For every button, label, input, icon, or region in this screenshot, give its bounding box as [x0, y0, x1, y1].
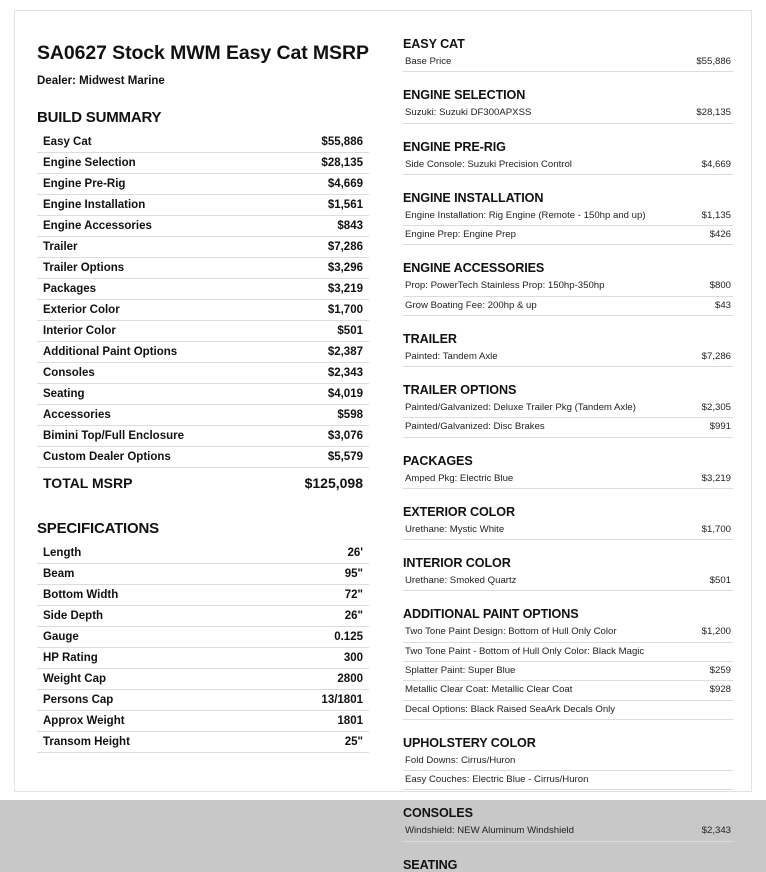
option-section-heading: UPHOLSTERY COLOR [403, 735, 536, 750]
option-price: $7,286 [701, 350, 731, 362]
table-row [37, 648, 369, 669]
option-section-table [403, 822, 733, 841]
option-price: $1,200 [701, 626, 731, 638]
spec-row-value: 13/1801 [321, 694, 363, 707]
option-price: $2,343 [701, 825, 731, 837]
table-row [37, 405, 369, 426]
option-section-heading: CONSOLES [403, 806, 473, 821]
table-row [37, 258, 369, 279]
table-row [37, 153, 369, 174]
build-row-label: Engine Installation [43, 199, 146, 212]
build-row-label: Engine Selection [43, 157, 136, 170]
spec-row-value: 300 [343, 652, 363, 665]
option-label: Engine Prep: Engine Prep [405, 229, 516, 241]
build-row-value: $5,579 [327, 451, 363, 464]
build-row-value: $28,135 [321, 157, 363, 170]
build-row-label: Custom Dealer Options [43, 451, 171, 464]
build-row-value: $598 [337, 409, 363, 422]
option-price: $800 [709, 280, 731, 292]
option-label: Base Price [405, 56, 452, 67]
option-price [671, 771, 733, 790]
table-row [403, 623, 733, 642]
table-row [37, 195, 369, 216]
build-row-label: Packages [43, 283, 97, 296]
table-row [37, 279, 369, 300]
spec-row-label: Bottom Width [43, 589, 119, 602]
table-row [37, 669, 369, 690]
spec-row-label: Beam [43, 568, 75, 581]
spec-row-label: Gauge [43, 631, 79, 644]
table-row [403, 822, 733, 841]
option-section-heading: EASY CAT [403, 37, 465, 51]
table-row [403, 207, 733, 226]
option-price: $991 [709, 421, 731, 433]
build-summary-table [37, 132, 369, 498]
option-price: $43 [714, 299, 731, 311]
option-price: $55,886 [696, 56, 731, 67]
build-row-label: Exterior Color [43, 304, 120, 317]
build-row-value: $2,387 [327, 346, 363, 359]
table-row [403, 470, 733, 489]
build-summary-heading: BUILD SUMMARY [37, 109, 162, 127]
option-section-table [403, 277, 733, 316]
spec-row-value: 95" [344, 568, 363, 581]
option-section-heading: ENGINE SELECTION [403, 88, 526, 103]
two-column-layout [15, 11, 751, 872]
option-label: Painted: Tandem Axle [405, 350, 498, 362]
build-row-value: $843 [337, 220, 363, 233]
option-section-heading: TRAILER [403, 331, 457, 346]
spec-row-label: Approx Weight [43, 715, 125, 728]
build-row-value: $4,669 [327, 178, 363, 191]
spec-row-value: 26' [347, 547, 363, 560]
option-section-heading: EXTERIOR COLOR [403, 504, 515, 519]
option-label: Fold Downs: Cirrus/Huron [405, 754, 516, 766]
option-section-table [403, 470, 733, 489]
table-row [403, 700, 733, 719]
spec-row-label: Weight Cap [43, 673, 107, 686]
table-row [37, 237, 369, 258]
option-label: Amped Pkg: Electric Blue [405, 472, 514, 484]
spec-row-label: Length [43, 547, 82, 560]
option-section-table [403, 623, 733, 719]
build-row-value: $4,019 [327, 388, 363, 401]
total-value: $125,098 [304, 475, 363, 492]
build-row-label: Additional Paint Options [43, 346, 178, 359]
option-price [671, 642, 733, 661]
option-label: Decal Options: Black Raised SeaArk Decals Only [405, 703, 616, 715]
option-price [671, 700, 733, 719]
table-row [403, 156, 733, 175]
option-price: $4,669 [701, 158, 731, 170]
table-row [37, 690, 369, 711]
build-row-value: $55,886 [321, 136, 363, 149]
page-title: SA0627 Stock MWM Easy Cat MSRP [37, 42, 369, 64]
table-row [37, 543, 369, 564]
table-row [37, 732, 369, 753]
option-section-table [403, 207, 733, 246]
option-label: Two Tone Paint Design: Bottom of Hull Only Color [405, 626, 617, 638]
spec-row-value: 25" [344, 736, 363, 749]
option-section-table [403, 156, 733, 175]
build-row-value: $1,561 [327, 199, 363, 212]
table-row [37, 363, 369, 384]
table-row [37, 426, 369, 447]
quote-sheet [14, 10, 752, 872]
build-row-value: $7,286 [327, 241, 363, 254]
option-section-table [403, 572, 733, 591]
option-section-heading: ADDITIONAL PAINT OPTIONS [403, 607, 579, 622]
build-row-label: Consoles [43, 367, 95, 380]
table-row [403, 348, 733, 367]
option-label: Metallic Clear Coat: Metallic Clear Coat [405, 684, 573, 696]
option-label: Urethane: Smoked Quartz [405, 575, 517, 587]
build-row-label: Easy Cat [43, 136, 92, 149]
build-row-value: $3,076 [327, 430, 363, 443]
table-row [403, 296, 733, 315]
option-label: Prop: PowerTech Stainless Prop: 150hp-350hp [405, 280, 605, 292]
spec-row-label: HP Rating [43, 652, 98, 665]
table-row [37, 216, 369, 237]
table-row [37, 321, 369, 342]
table-row [37, 627, 369, 648]
option-price: $259 [709, 664, 731, 676]
option-label: Windshield: NEW Aluminum Windshield [405, 825, 575, 837]
option-price: $2,305 [701, 402, 731, 414]
option-price: $3,219 [701, 472, 731, 484]
option-price: $1,135 [701, 209, 731, 221]
table-row [37, 384, 369, 405]
table-row [403, 53, 733, 72]
option-section-heading: TRAILER OPTIONS [403, 383, 517, 398]
option-label: Painted/Galvanized: Disc Brakes [405, 421, 545, 433]
table-row [37, 606, 369, 627]
table-row [403, 226, 733, 245]
option-price [671, 752, 733, 771]
spec-row-value: 0.125 [334, 631, 363, 644]
build-row-label: Trailer Options [43, 262, 125, 275]
option-price: $501 [709, 575, 731, 587]
spec-row-label: Transom Height [43, 736, 130, 749]
build-row-label: Engine Accessories [43, 220, 152, 233]
table-row [403, 752, 733, 771]
table-row [403, 521, 733, 540]
build-row-value: $2,343 [327, 367, 363, 380]
option-price: $28,135 [696, 107, 731, 119]
spec-row-value: 26" [344, 610, 363, 623]
build-row-value: $3,296 [327, 262, 363, 275]
dealer-line: Dealer: Midwest Marine [37, 75, 165, 88]
specifications-table [37, 543, 369, 753]
specifications-heading: SPECIFICATIONS [37, 520, 159, 538]
option-section-table [403, 348, 733, 367]
option-section-heading: ENGINE ACCESSORIES [403, 261, 545, 276]
table-row [37, 711, 369, 732]
option-label: Painted/Galvanized: Deluxe Trailer Pkg (Tandem Axle) [405, 402, 636, 414]
build-row-label: Interior Color [43, 325, 116, 338]
build-row-value: $501 [337, 325, 363, 338]
total-label: TOTAL MSRP [43, 475, 133, 492]
option-label: Urethane: Mystic White [405, 523, 505, 535]
table-row [403, 642, 733, 661]
total-row [37, 468, 369, 499]
option-section-heading: INTERIOR COLOR [403, 556, 511, 571]
build-row-value: $1,700 [327, 304, 363, 317]
spec-row-value: 72" [344, 589, 363, 602]
option-section-table [403, 104, 733, 123]
table-row [403, 399, 733, 418]
summary-column [37, 35, 387, 791]
table-row [37, 132, 369, 153]
build-row-label: Seating [43, 388, 85, 401]
table-row [403, 661, 733, 680]
table-row [403, 572, 733, 591]
details-column [387, 35, 733, 872]
table-row [37, 447, 369, 468]
option-label: Easy Couches: Electric Blue - Cirrus/Huron [405, 774, 589, 786]
option-section-heading: SEATING [403, 857, 458, 872]
table-row [403, 771, 733, 790]
table-row [37, 585, 369, 606]
option-section-heading: ENGINE INSTALLATION [403, 190, 544, 205]
table-row [403, 104, 733, 123]
build-row-label: Accessories [43, 409, 111, 422]
spec-row-label: Persons Cap [43, 694, 114, 707]
build-row-label: Engine Pre-Rig [43, 178, 126, 191]
option-section-table [403, 521, 733, 540]
option-label: Two Tone Paint - Bottom of Hull Only Color: Black Magic [405, 645, 645, 657]
table-row [37, 300, 369, 321]
option-label: Side Console: Suzuki Precision Control [405, 158, 572, 170]
option-section-heading: PACKAGES [403, 453, 473, 468]
option-section-table [403, 399, 733, 438]
table-row [37, 174, 369, 195]
option-label: Grow Boating Fee: 200hp & up [405, 299, 537, 311]
option-label: Splatter Paint: Super Blue [405, 664, 516, 676]
option-label: Suzuki: Suzuki DF300APXSS [405, 107, 532, 119]
option-price: $426 [709, 229, 731, 241]
option-label: Engine Installation: Rig Engine (Remote - 150hp and up) [405, 209, 646, 221]
spec-row-value: 1801 [337, 715, 363, 728]
table-row [37, 564, 369, 585]
table-row [403, 418, 733, 437]
option-section-table [403, 53, 733, 72]
build-row-value: $3,219 [327, 283, 363, 296]
build-row-label: Trailer [43, 241, 78, 254]
table-row [403, 681, 733, 700]
option-section-table [403, 752, 733, 791]
spec-row-value: 2800 [337, 673, 363, 686]
table-row [37, 342, 369, 363]
option-price: $928 [709, 684, 731, 696]
build-row-label: Bimini Top/Full Enclosure [43, 430, 184, 443]
spec-row-label: Side Depth [43, 610, 104, 623]
option-price: $1,700 [701, 523, 731, 535]
table-row [403, 277, 733, 296]
option-section-heading: ENGINE PRE-RIG [403, 139, 506, 154]
